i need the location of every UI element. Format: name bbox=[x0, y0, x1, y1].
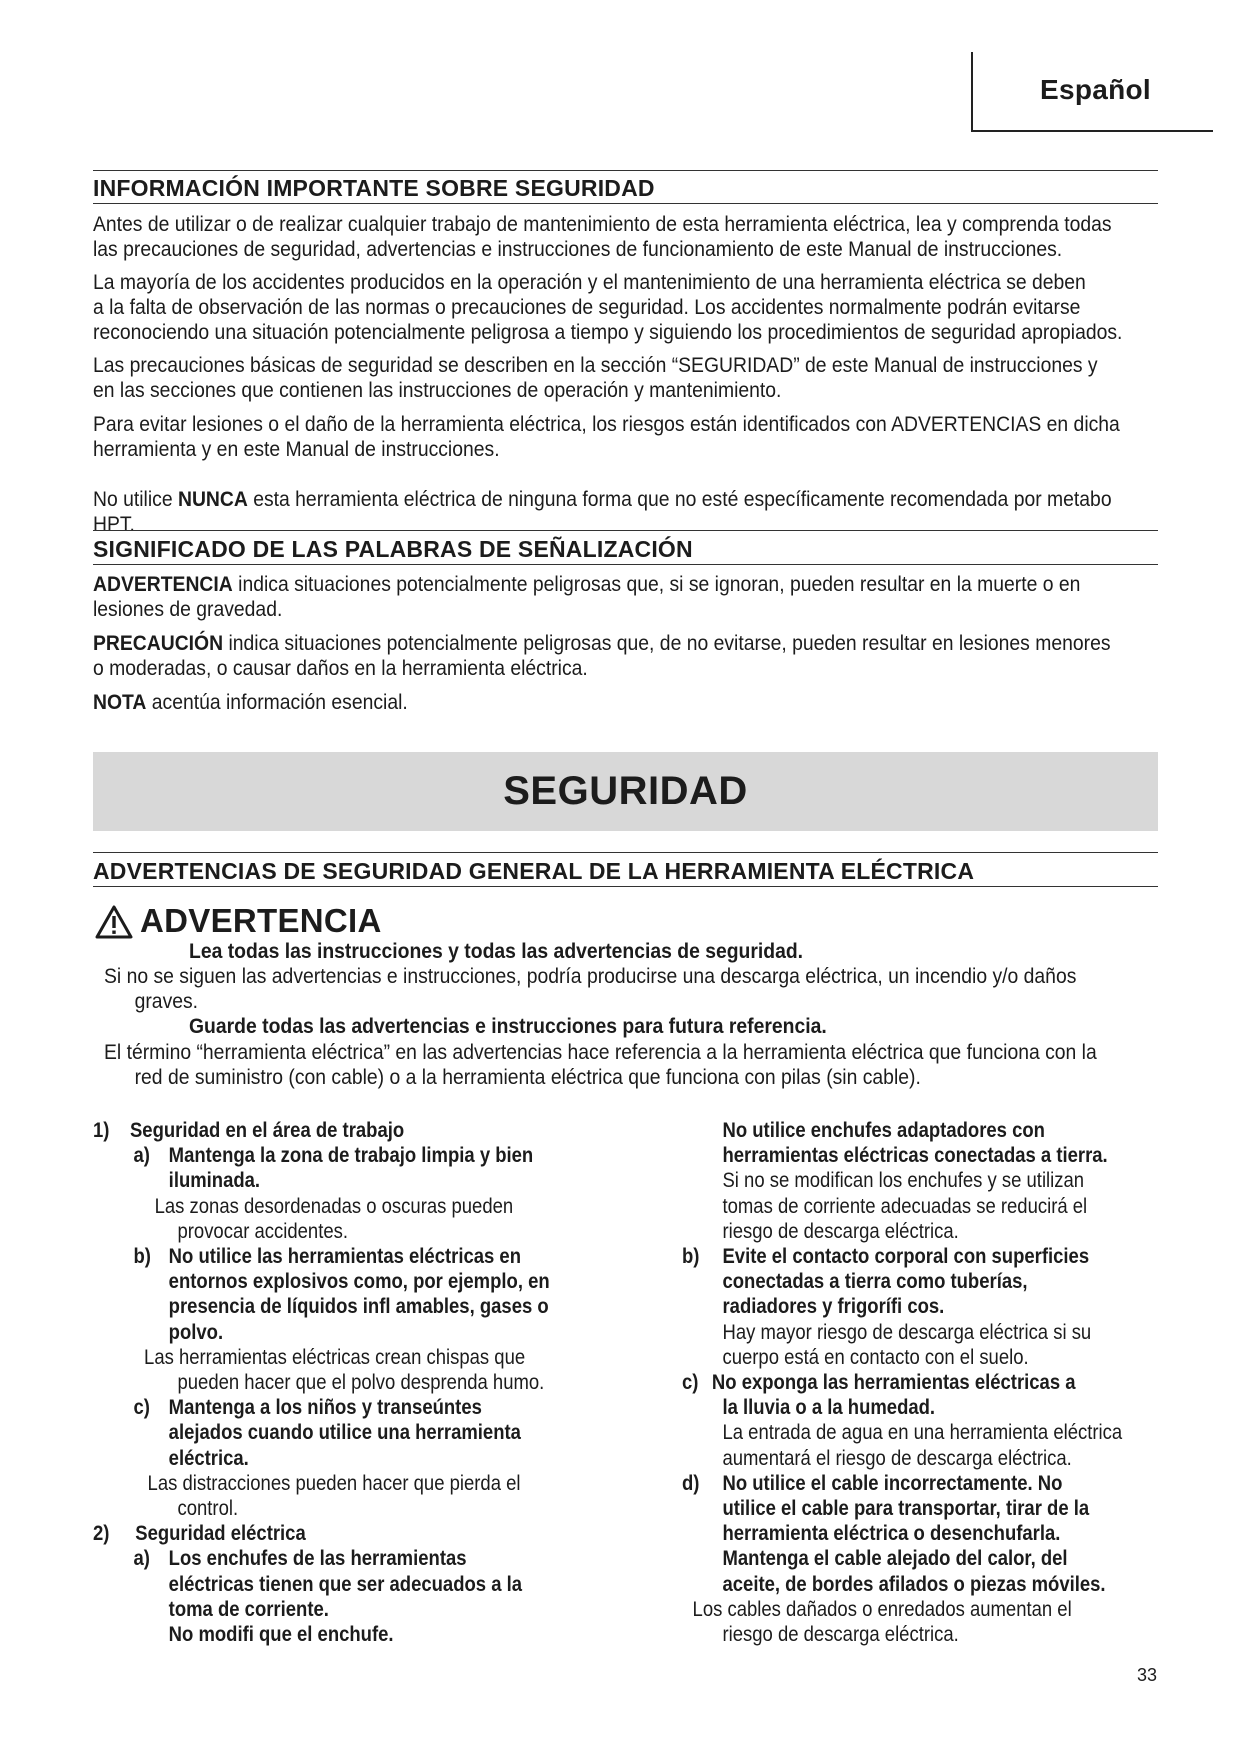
list-line bbox=[682, 1294, 1191, 1319]
keep-instructions: Guarde todas las advertencias e instrucciones para futura referencia. bbox=[189, 1014, 827, 1038]
list-text: polvo. bbox=[168, 1320, 224, 1344]
list-line bbox=[682, 1269, 1191, 1294]
list-text: iluminada. bbox=[168, 1169, 261, 1193]
list-text: Los enchufes de las herramientas bbox=[168, 1547, 467, 1571]
list-text: provocar accidentes. bbox=[177, 1219, 349, 1243]
list-text: entornos explosivos como, por ejemplo, en bbox=[168, 1270, 550, 1294]
list-line bbox=[682, 1370, 1191, 1395]
list-marker: d) bbox=[682, 1471, 700, 1495]
list-line bbox=[93, 1370, 595, 1395]
list-text: Las distracciones pueden hacer que pierda el bbox=[147, 1471, 521, 1495]
list-line bbox=[682, 1320, 1191, 1345]
section-top-rule bbox=[93, 530, 1158, 531]
list-text: tomas de corriente adecuadas se reducirá el bbox=[722, 1194, 1088, 1218]
list-line bbox=[93, 1345, 595, 1370]
section-heading-signal-words: SIGNIFICADO DE LAS PALABRAS DE SEÑALIZACIÓN bbox=[93, 536, 693, 562]
list-line bbox=[682, 1597, 1191, 1622]
list-text: No exponga las herramientas eléctricas a bbox=[711, 1371, 1076, 1395]
list-marker: 2) bbox=[93, 1522, 110, 1546]
section-heading-important-info: INFORMACIÓN IMPORTANTE SOBRE SEGURIDAD bbox=[93, 175, 655, 201]
list-line bbox=[682, 1446, 1191, 1471]
paragraph bbox=[93, 212, 1112, 262]
list-text: Los cables dañados o enredados aumentan el bbox=[692, 1597, 1072, 1621]
list-line bbox=[93, 1572, 595, 1597]
list-line bbox=[93, 1496, 595, 1521]
list-line bbox=[682, 1496, 1191, 1521]
list-marker: a) bbox=[133, 1547, 150, 1571]
list-line bbox=[682, 1622, 1191, 1647]
warning-title: ADVERTENCIA bbox=[140, 902, 382, 939]
list-marker: b) bbox=[682, 1245, 700, 1269]
list-text: toma de corriente. bbox=[168, 1597, 329, 1621]
right-column bbox=[682, 1118, 1191, 1647]
list-line bbox=[682, 1168, 1191, 1193]
list-line bbox=[93, 1446, 595, 1471]
list-text: Mantenga la zona de trabajo limpia y bien bbox=[168, 1144, 534, 1168]
list-line bbox=[682, 1471, 1191, 1496]
list-text: Las herramientas eléctricas crean chispas que bbox=[144, 1345, 526, 1369]
list-text: Mantenga el cable alejado del calor, del bbox=[722, 1547, 1068, 1571]
text-line: graves. bbox=[134, 989, 199, 1013]
text-line: Para evitar lesiones o el daño de la herramienta eléctrica, los riesgos están identificados con ADVERTENCIAS en dicha bbox=[93, 412, 1120, 436]
list-line bbox=[93, 1294, 595, 1319]
list-text: riesgo de descarga eléctrica. bbox=[722, 1219, 959, 1243]
list-line bbox=[93, 1521, 595, 1546]
list-text: pueden hacer que el polvo desprenda humo. bbox=[177, 1371, 545, 1395]
list-text: aumentará el riesgo de descarga eléctrica. bbox=[722, 1446, 1072, 1470]
section-bottom-rule bbox=[93, 886, 1158, 887]
list-line bbox=[93, 1244, 595, 1269]
text-line: El término “herramienta eléctrica” en las advertencias hace referencia a la herramienta eléctrica que funciona con la bbox=[104, 1040, 1097, 1064]
text-line: reconociendo una situación potencialmente peligrosa a tiempo y siguiendo los procedimientos de seguridad apropiados. bbox=[93, 320, 1123, 344]
list-text: No modifi que el enchufe. bbox=[168, 1623, 394, 1647]
section-top-rule bbox=[93, 170, 1158, 171]
text-line: en las secciones que contienen las instrucciones de operación y mantenimiento. bbox=[93, 378, 782, 402]
list-marker: a) bbox=[133, 1144, 150, 1168]
term-note: NOTA bbox=[93, 690, 147, 714]
term-warning: ADVERTENCIA bbox=[93, 572, 233, 596]
list-line bbox=[682, 1118, 1191, 1143]
warning-triangle-icon bbox=[95, 905, 133, 939]
text-line: Si no se siguen las advertencias e instrucciones, podría producirse una descarga eléctrica, un incendio y/o daños bbox=[104, 964, 1077, 988]
banner-title: SEGURIDAD bbox=[503, 769, 748, 813]
list-text: herramienta eléctrica o desenchufarla. bbox=[722, 1522, 1061, 1546]
list-text: Las zonas desordenadas o oscuras pueden bbox=[154, 1194, 514, 1218]
list-text: control. bbox=[177, 1497, 239, 1521]
text-line: o moderadas, o causar daños en la herramienta eléctrica. bbox=[93, 656, 588, 680]
list-text: Seguridad eléctrica bbox=[135, 1522, 306, 1546]
list-line bbox=[682, 1244, 1191, 1269]
section-bottom-rule bbox=[93, 203, 1158, 204]
list-line bbox=[93, 1143, 595, 1168]
list-line bbox=[682, 1219, 1191, 1244]
text-line: Antes de utilizar o de realizar cualquier trabajo de mantenimiento de esta herramienta eléctrica, lea y comprenda todas bbox=[93, 212, 1112, 236]
list-marker: c) bbox=[682, 1371, 699, 1395]
list-line bbox=[682, 1194, 1191, 1219]
safety-banner bbox=[93, 752, 1158, 831]
list-text: presencia de líquidos infl amables, gases o bbox=[168, 1295, 549, 1319]
paragraph bbox=[104, 964, 1076, 1014]
list-line bbox=[93, 1395, 595, 1420]
text-run: No utilice bbox=[93, 487, 178, 511]
list-line bbox=[93, 1269, 595, 1294]
list-marker: c) bbox=[133, 1396, 150, 1420]
section-top-rule bbox=[93, 852, 1158, 853]
text-line: las precauciones de seguridad, advertencias e instrucciones de funcionamiento de este Manual de instrucciones. bbox=[93, 237, 1063, 261]
list-marker: 1) bbox=[93, 1119, 110, 1142]
list-line bbox=[93, 1622, 595, 1647]
list-line bbox=[682, 1521, 1191, 1546]
list-text: herramientas eléctricas conectadas a tierra. bbox=[722, 1144, 1108, 1168]
list-line bbox=[93, 1420, 595, 1445]
text-line: herramienta y en este Manual de instrucciones. bbox=[93, 437, 500, 461]
list-text: aceite, de bordes afilados o piezas móviles. bbox=[722, 1572, 1106, 1596]
text-run: esta herramienta eléctrica de ninguna forma que no esté específicamente recomendada por metabo HPT. bbox=[93, 487, 1112, 536]
list-line bbox=[682, 1420, 1191, 1445]
list-text: Mantenga a los niños y transeúntes bbox=[168, 1396, 482, 1420]
list-line bbox=[682, 1143, 1191, 1168]
text-line: red de suministro (con cable) o a la herramienta eléctrica que funciona con pilas (sin cable). bbox=[134, 1065, 921, 1089]
list-text: Seguridad en el área de trabajo bbox=[129, 1119, 405, 1142]
text-line: lesiones de gravedad. bbox=[93, 597, 283, 621]
paragraph bbox=[93, 412, 1120, 462]
list-line bbox=[93, 1471, 595, 1496]
list-line bbox=[93, 1320, 595, 1345]
section-bottom-rule bbox=[93, 564, 1158, 565]
list-line bbox=[682, 1345, 1191, 1370]
definition-note bbox=[93, 690, 408, 715]
list-line bbox=[93, 1168, 595, 1193]
read-all-instructions: Lea todas las instrucciones y todas las advertencias de seguridad. bbox=[189, 939, 804, 963]
list-text: No utilice el cable incorrectamente. No bbox=[722, 1471, 1063, 1495]
list-text: Si no se modifican los enchufes y se utilizan bbox=[722, 1169, 1085, 1193]
list-text: radiadores y frigorífi cos. bbox=[722, 1295, 945, 1319]
text-run: acentúa información esencial. bbox=[146, 690, 408, 714]
list-line bbox=[93, 1118, 595, 1143]
text-line: a la falta de observación de las normas o precauciones de seguridad. Los accidentes normalmente podrán evitarse bbox=[93, 295, 1081, 319]
list-text: La entrada de agua en una herramienta eléctrica bbox=[722, 1421, 1123, 1445]
paragraph bbox=[93, 353, 1098, 403]
left-column bbox=[93, 1118, 595, 1647]
language-tab-label: Español bbox=[1040, 74, 1152, 105]
list-text: la lluvia o a la humedad. bbox=[722, 1396, 936, 1420]
list-line bbox=[682, 1572, 1191, 1597]
list-text: eléctrica. bbox=[168, 1446, 249, 1470]
definition-warning bbox=[93, 572, 1080, 622]
list-text: eléctricas tienen que ser adecuados a la bbox=[168, 1572, 523, 1596]
list-line bbox=[682, 1546, 1191, 1571]
list-text: No utilice las herramientas eléctricas en bbox=[168, 1245, 521, 1269]
list-text: cuerpo está en contacto con el suelo. bbox=[722, 1345, 1029, 1369]
section-heading-general-warnings: ADVERTENCIAS DE SEGURIDAD GENERAL DE LA HERRAMIENTA ELÉCTRICA bbox=[93, 858, 975, 884]
list-text: Hay mayor riesgo de descarga eléctrica si su bbox=[722, 1320, 1092, 1344]
list-line bbox=[93, 1597, 595, 1622]
paragraph bbox=[93, 270, 1122, 345]
definition-caution bbox=[93, 631, 1111, 681]
term-caution: PRECAUCIÓN bbox=[93, 631, 224, 655]
emphasis-never: NUNCA bbox=[177, 487, 248, 511]
list-text: Evite el contacto corporal con superficies bbox=[722, 1245, 1090, 1269]
list-text: alejados cuando utilice una herramienta bbox=[168, 1421, 521, 1445]
list-line bbox=[93, 1546, 595, 1571]
text-line: La mayoría de los accidentes producidos en la operación y el mantenimiento de una herramienta eléctrica se deben bbox=[93, 270, 1086, 294]
list-text: riesgo de descarga eléctrica. bbox=[722, 1623, 959, 1647]
list-text: No utilice enchufes adaptadores con bbox=[722, 1119, 1045, 1142]
list-text: conectadas a tierra como tuberías, bbox=[722, 1270, 1028, 1294]
list-text: utilice el cable para transportar, tirar de la bbox=[722, 1497, 1090, 1521]
list-marker: b) bbox=[133, 1245, 151, 1269]
list-line bbox=[93, 1194, 595, 1219]
paragraph bbox=[104, 1040, 1097, 1090]
list-line bbox=[93, 1219, 595, 1244]
text-run: indica situaciones potencialmente peligrosas que, de no evitarse, pueden resultar en lesiones menores bbox=[223, 631, 1111, 655]
text-run: indica situaciones potencialmente peligrosas que, si se ignoran, pueden resultar en la muerte o en bbox=[232, 572, 1081, 596]
list-line bbox=[682, 1395, 1191, 1420]
text-line: Las precauciones básicas de seguridad se describen en la sección “SEGURIDAD” de este Manual de instrucciones y bbox=[93, 353, 1098, 377]
page-number: 33 bbox=[1137, 1665, 1158, 1685]
